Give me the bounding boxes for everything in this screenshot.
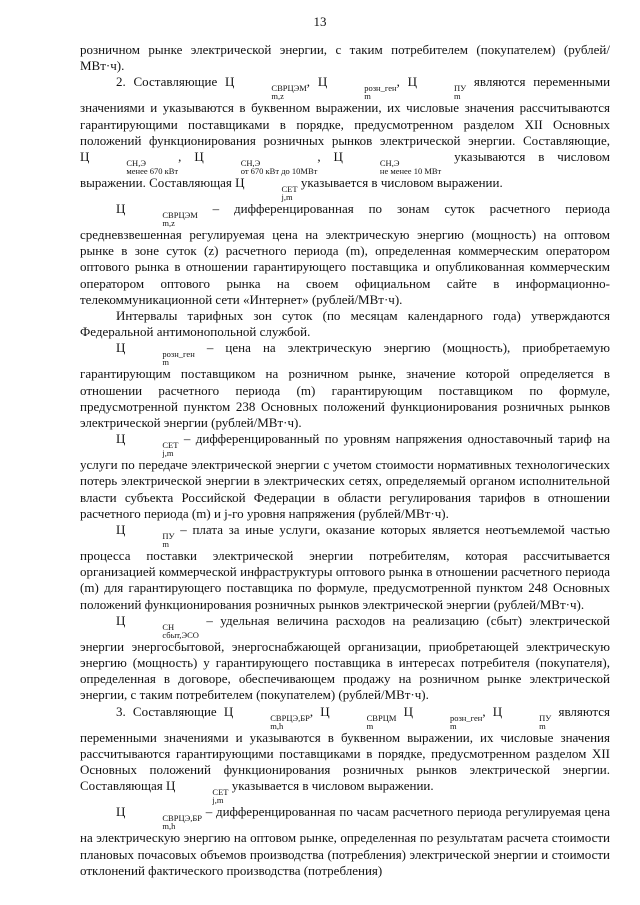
formula-symbol: Ц ПУ m	[407, 74, 467, 102]
formula-symbol: Ц розн_ген m	[317, 74, 397, 102]
paragraph-continuation: розничном рынке электрической энергии, с таким потребителем (покупателем) (рублей/МВт·ч).	[80, 42, 610, 74]
formula-symbol: Ц розн_ген m	[116, 340, 195, 368]
paragraph-intervals: Интервалы тарифных зон суток (по месяцам календарного года) утверждаются Федеральной антимонопольной службой.	[80, 308, 610, 340]
formula-symbol: Ц СН,Э менее 670 кВт	[80, 149, 179, 177]
formula-symbol: Ц СЕТ j,m	[166, 778, 229, 806]
formula-symbol: Ц ПУ m	[116, 522, 175, 550]
definition-sn-sbyt: Ц СН сбыт,ЭСО – удельная величина расходов на реализацию (сбыт) электрической энергии энергосбытовой, энергоснабжающей организации, приобретающей электрическую энергию (мощность) у гарантирующего поставщика в интересах потребителя (покупателя), определенная в договоре, обеспечивающем продажу на розничном рынке электрической энергии, с таким потребителем (покупателем) (рублей/МВт·ч).	[80, 612, 610, 703]
formula-symbol: Ц СЕТ j,m	[116, 431, 179, 459]
formula-symbol: Ц розн_ген m	[403, 703, 483, 731]
definition-rozn-gen: Ц розн_ген m – цена на электрическую энергию (мощность), приобретаемую гарантирующим поставщиком на розничном рынке, значение которой определяется в отношении расчетного периода (m) гарантирующим поставщиком по формуле, предусмотренной пунктом 238 Основных положений функционирования розничных рынков электрической энергии (рублей/МВт·ч).	[80, 340, 610, 431]
formula-symbol: Ц СН сбыт,ЭСО	[116, 612, 199, 640]
paragraph-2: 2. Составляющие Ц СВРЦЭМ m,z , Ц розн_ген m , Ц ПУ m являются переменными значениями и указываются в буквенном выражении, их числовые значения рассчитываются гарантирующими поставщиками в порядке, предусмотренном разделом XII Основных положений функционирования розничных рынков электрической энергии. Составляющие, Ц СН,Э менее 670 кВт , Ц СН,Э от 670 кВт до 10МВт , Ц СН,Э не менее 10 МВт указываются в числовом выражении. Составляющая Ц СЕТ j,m указывается в числовом выражении.	[80, 74, 611, 203]
formula-symbol: Ц СВРЦЭ,БР m,h	[116, 804, 202, 832]
paragraph-3: 3. Составляющие Ц СВРЦЭ,БР m,h , Ц СВРЦМ m Ц розн_ген m , Ц ПУ m являются переменными значениями и указываются в буквенном выражении, их числовые значения рассчитываются гарантирующими поставщиками в порядке, предусмотренном разделом XII Основных положений функционирования розничных рынков электрической энергии. Составляющая Ц СЕТ j,m указывается в числовом выражении.	[80, 703, 611, 806]
formula-symbol: Ц ПУ m	[492, 703, 552, 731]
page-number: 13	[313, 14, 327, 29]
definition-pu: Ц ПУ m – плата за иные услуги, оказание которых является неотъемлемой частью процесса поставки электрической энергии потребителям, которая рассчитывается организацией коммерческой инфраструктуры оптового рынка в отношении расчетного периода (m) для гарантирующего поставщика по формуле, предусмотренной пунктом 248 Основных положений функционирования розничных рынков электрической энергии (рублей/МВт·ч).	[80, 522, 610, 612]
document-body	[80, 42, 610, 879]
formula-symbol: Ц СВРЦЭМ m,z	[116, 201, 198, 229]
formula-symbol: Ц СВРЦЭМ m,z	[225, 74, 307, 102]
definition-svrtsem: Ц СВРЦЭМ m,z – дифференцированная по зонам суток расчетного периода средневзвешенная регулируемая цена на электрическую энергию (мощность) на оптовом рынке в зоне суток (z) расчетного периода (m), определенная коммерческим оператором оптового рынка в отношении гарантирующего поставщика и опубликованная коммерческим оператором оптового рынка на своем официальном сайте в информационно-телекоммуникационной сети «Интернет» (рублей/МВт·ч).	[80, 201, 610, 307]
formula-symbol: Ц СН,Э не менее 10 МВт	[333, 149, 442, 177]
formula-symbol: Ц СВРЦМ m	[320, 703, 397, 731]
definition-svrtse-br: Ц СВРЦЭ,БР m,h – дифференцированная по часам расчетного периода регулируемая цена на электрическую энергию на оптовом рынке, определенная по результатам расчета стоимости плановых почасовых объемов производства (потребления) электрической энергии и стоимости отклонений фактического производства (потребления)	[80, 804, 610, 878]
formula-symbol: Ц СЕТ j,m	[235, 175, 298, 203]
formula-symbol: Ц СН,Э от 670 кВт до 10МВт	[194, 149, 318, 177]
definition-set: Ц СЕТ j,m – дифференцированный по уровням напряжения одноставочный тариф на услуги по передаче электрической энергии с учетом стоимости нормативных технологических потерь электрической энергии в электрических сетях, определяемый органом исполнительной власти субъекта Российской Федерации в области регулирования тарифов в отношении расчетного периода (m) и j-го уровня напряжения (рублей/МВт·ч).	[80, 431, 610, 521]
formula-symbol: Ц СВРЦЭ,БР m,h	[223, 703, 310, 731]
